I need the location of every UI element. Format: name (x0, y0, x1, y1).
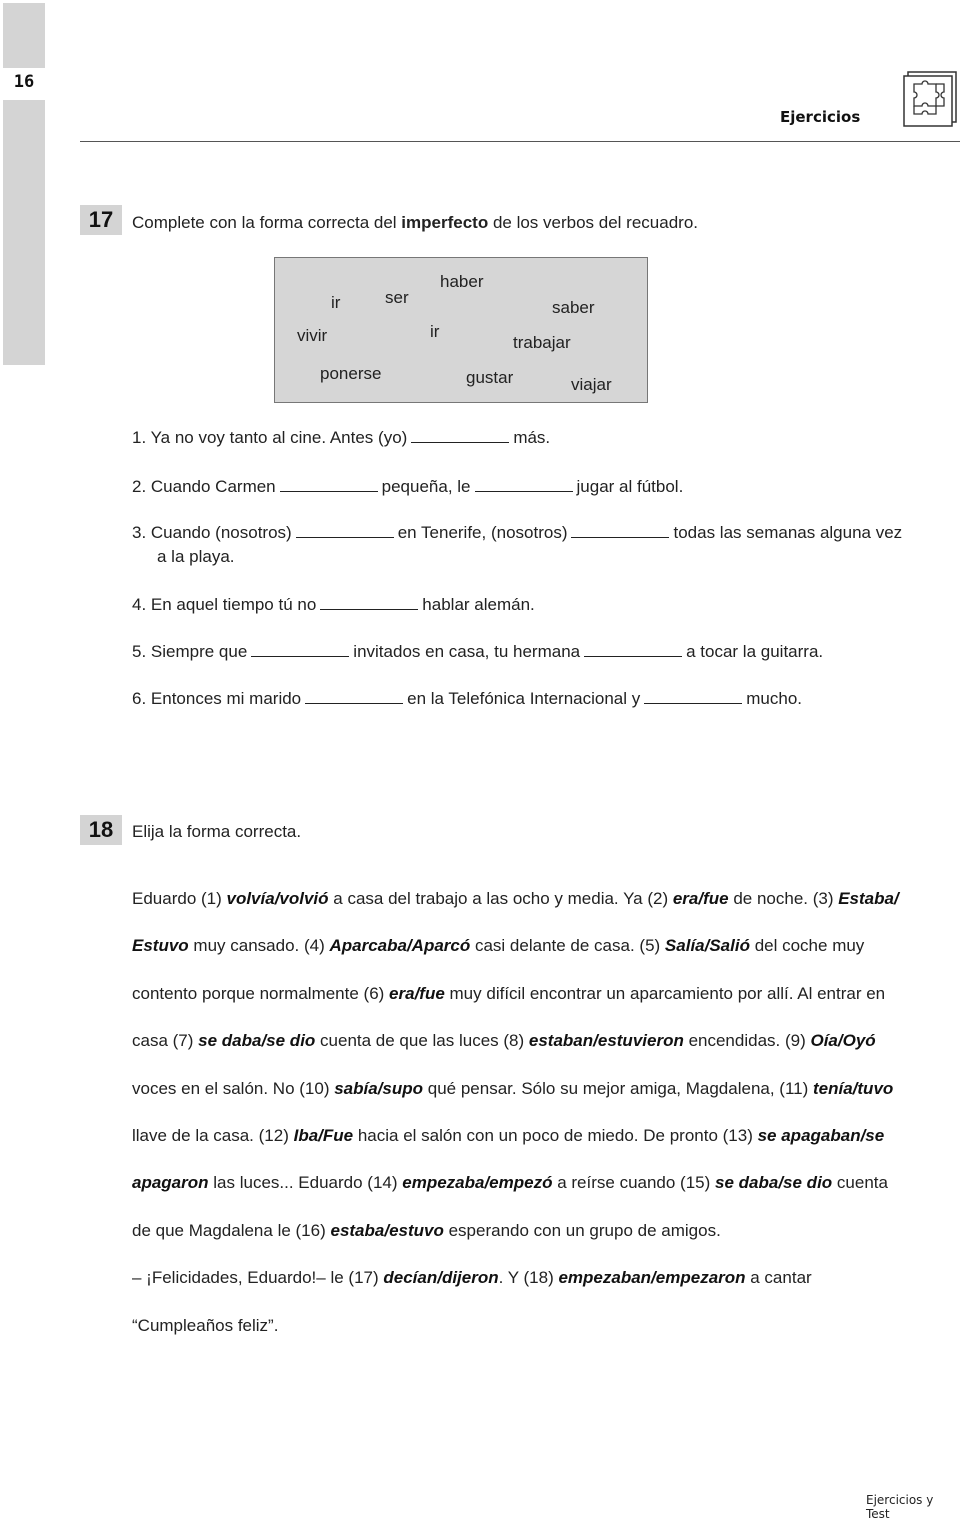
answer-blank[interactable] (251, 656, 349, 657)
choice-option[interactable]: Aparcaba/Aparcó (329, 936, 471, 956)
paragraph-text: contento porque normalmente (6) (132, 983, 390, 1003)
paragraph-line (132, 1316, 278, 1336)
answer-blank[interactable] (296, 537, 394, 538)
paragraph-text: las luces... Eduardo (14) (208, 1173, 403, 1193)
choice-option[interactable]: empezaban/empezaron (558, 1268, 746, 1288)
choice-option[interactable]: era/fue (389, 983, 445, 1003)
verb-word: saber (552, 298, 595, 317)
choice-option[interactable]: sabía/supo (334, 1078, 424, 1098)
choice-option[interactable]: estaban/estuvieron (528, 1031, 684, 1051)
exercise-item-4: 4. En aquel tiempo tú no hablar alemán. (132, 595, 535, 614)
choice-option[interactable]: tenía/tuvo (813, 1078, 894, 1098)
choice-option[interactable]: Salía/Salió (664, 936, 750, 956)
paragraph-line (132, 984, 885, 1004)
paragraph-text: hacia el salón con un poco de miedo. De pronto (13) (353, 1126, 758, 1145)
paragraph-text: del coche muy (749, 936, 865, 956)
paragraph-text: . Y (18) (498, 1268, 559, 1288)
paragraph-text: a reírse cuando (15) (552, 1173, 716, 1193)
paragraph-line (132, 1031, 876, 1051)
choice-option[interactable]: volvía/volvió (226, 889, 329, 908)
paragraph-text: de noche. (3) (728, 889, 839, 908)
paragraph-text: de que Magdalena le (16) (132, 1220, 331, 1240)
verb-word: haber (440, 272, 484, 291)
paragraph-text: muy difícil encontrar un aparcamiento por allí. Al entrar en (444, 983, 886, 1003)
side-tab (3, 3, 45, 365)
paragraph-text: encendidas. (9) (683, 1031, 811, 1051)
choice-option[interactable]: Estaba/ (838, 889, 899, 908)
choice-option[interactable]: estaba/estuvo (330, 1220, 444, 1240)
paragraph-line (132, 936, 864, 956)
choice-option[interactable]: apagaron (132, 1173, 209, 1193)
exercise-item-6: 6. Entonces mi marido en la Telefónica Internacional y mucho. (132, 689, 803, 708)
choice-option[interactable]: se daba/se dio (198, 1031, 316, 1051)
verb-word: ponerse (320, 364, 382, 383)
answer-blank[interactable] (305, 703, 403, 704)
choice-option[interactable]: era/fue (672, 889, 729, 908)
paragraph-text: a casa del trabajo a las ocho y media. Ya (2) (328, 889, 673, 908)
paragraph-text: cuenta de que las luces (8) (315, 1031, 529, 1051)
choice-option[interactable]: Iba/Fue (293, 1126, 354, 1145)
choice-option[interactable]: empezaba/empezó (402, 1173, 553, 1193)
answer-blank[interactable] (584, 656, 682, 657)
paragraph-text: llave de la casa. (12) (132, 1126, 294, 1145)
choice-option[interactable]: decían/dijeron (383, 1268, 499, 1288)
answer-blank[interactable] (475, 491, 573, 492)
paragraph-text: casi delante de casa. (5) (470, 936, 665, 956)
verb-word: ir (430, 322, 440, 341)
exercise-18-number: 18 (80, 815, 122, 845)
verb-word: trabajar (513, 333, 571, 352)
paragraph-line (132, 1221, 721, 1241)
answer-blank[interactable] (280, 491, 378, 492)
exercise-item-3: 3. Cuando (nosotros) en Tenerife, (nosotros) todas las semanas alguna vez (132, 523, 903, 542)
paragraph-line (132, 1173, 888, 1193)
choice-option[interactable]: se daba/se dio (715, 1173, 833, 1193)
exercise-item-2: 2. Cuando Carmen pequeña, le jugar al fútbol. (132, 477, 684, 496)
paragraph-text: voces en el salón. No (10) (132, 1078, 335, 1098)
header-title: Ejercicios (780, 108, 861, 126)
choice-option[interactable]: Estuvo (132, 936, 189, 956)
answer-blank[interactable] (644, 703, 742, 704)
exercise-item-5: 5. Siempre que invitados en casa, tu hermana a tocar la guitarra. (132, 642, 824, 661)
verb-word: ser (385, 288, 409, 307)
paragraph-line (132, 889, 899, 909)
verb-box (274, 257, 648, 403)
answer-blank[interactable] (320, 609, 418, 610)
paragraph-text: “Cumpleaños feliz”. (132, 1315, 279, 1335)
exercise-item-1: 1. Ya no voy tanto al cine. Antes (yo) más. (132, 428, 551, 447)
exercise-item-3-cont: a la playa. (157, 547, 235, 566)
verb-word: ir (331, 293, 341, 312)
paragraph-text: cuenta (832, 1173, 888, 1193)
header-rule (80, 141, 960, 142)
verb-word: gustar (466, 368, 514, 387)
exercise-17-number: 17 (80, 205, 122, 235)
paragraph-line (132, 1079, 893, 1099)
paragraph-text: muy cansado. (4) (188, 936, 330, 956)
choice-option[interactable]: se apagaban/se (757, 1126, 885, 1145)
paragraph-text: – ¡Felicidades, Eduardo!– le (17) (132, 1268, 384, 1288)
page-number: 16 (13, 72, 35, 92)
paragraph-text: a cantar (745, 1268, 812, 1288)
paragraph-line (132, 1126, 884, 1146)
paragraph-text: esperando con un grupo de amigos. (443, 1220, 721, 1240)
answer-blank[interactable] (571, 537, 669, 538)
paragraph-text: casa (7) (132, 1031, 199, 1051)
paragraph-text: qué pensar. Sólo su mejor amiga, Magdalena, (11) (423, 1078, 813, 1098)
choice-option[interactable]: Oía/Oyó (810, 1031, 876, 1051)
exercise-17-instruction: Complete con la forma correcta del imperfecto de los verbos del recuadro. (132, 213, 699, 232)
footer: Ejercicios y Test (866, 1493, 934, 1521)
answer-blank[interactable] (411, 442, 509, 443)
paragraph-text: Eduardo (1) (132, 889, 227, 908)
exercise-18-instruction: Elija la forma correcta. (132, 822, 302, 841)
paragraph-line (132, 1268, 812, 1288)
verb-word: viajar (571, 375, 612, 394)
verb-word: vivir (297, 326, 328, 345)
puzzle-icon (902, 70, 958, 126)
